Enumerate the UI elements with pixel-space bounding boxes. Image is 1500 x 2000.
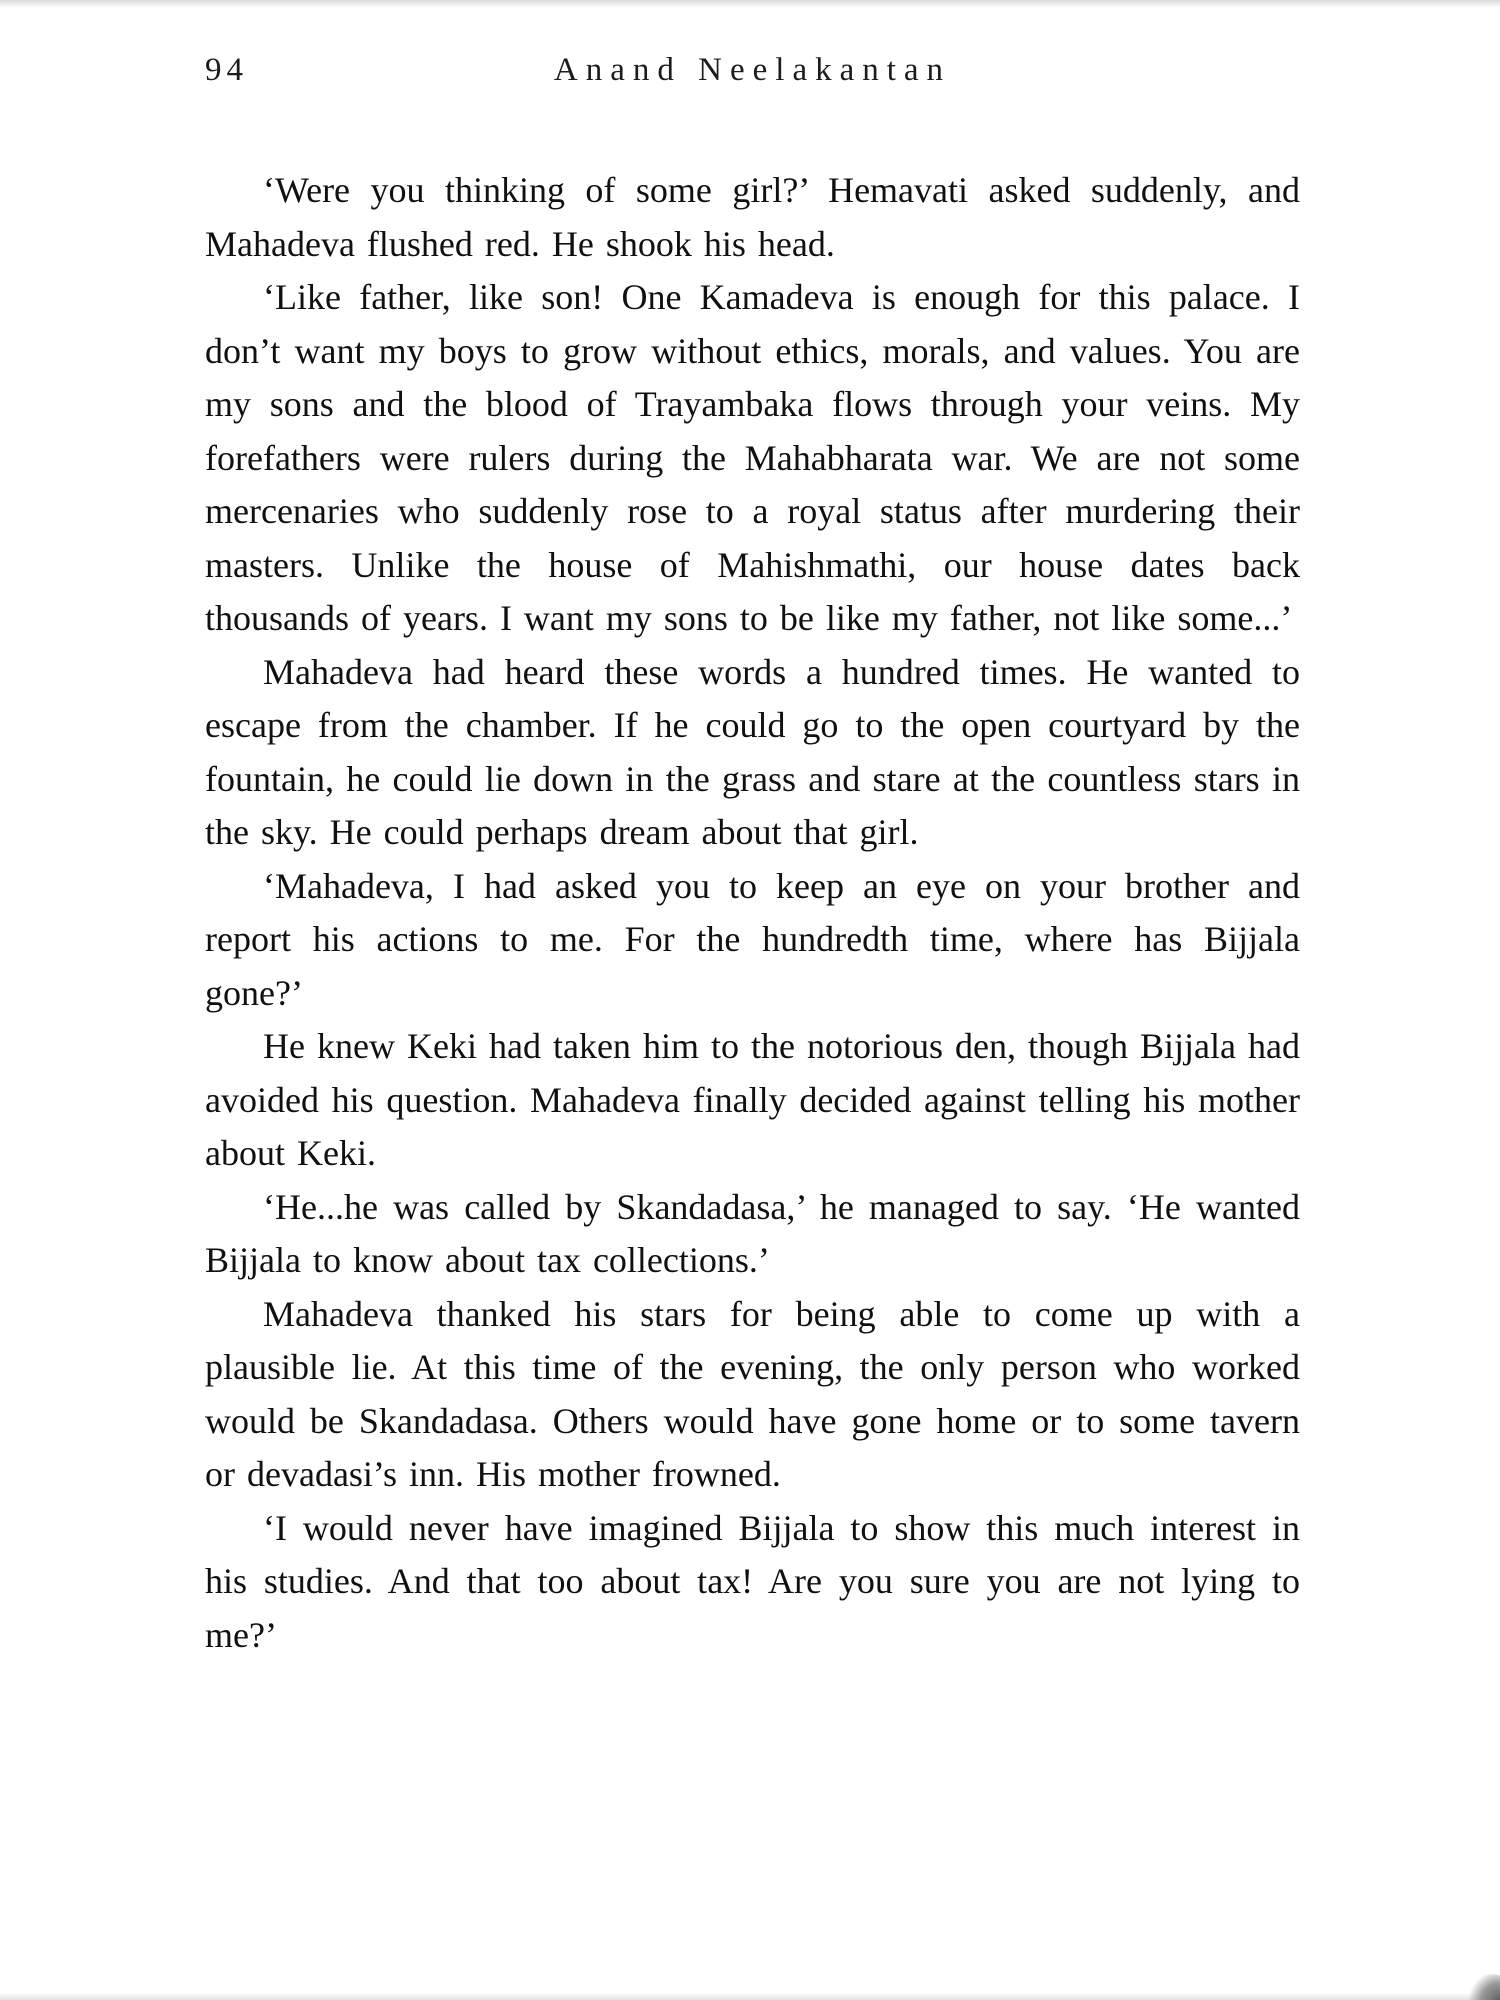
page-body: [205, 164, 1300, 1662]
scan-artifact-bottom: [0, 1993, 1500, 2000]
paragraph: ‘Were you thinking of some girl?’ Hemavati asked suddenly, and Mahadeva flushed red. He shook his head.: [205, 170, 1300, 264]
paragraph: Mahadeva thanked his stars for being able to come up with a plausible lie. At this time of the evening, the only person who worked would be Skandadasa. Others would have gone home or to some tavern or devadasi’s inn. His mother frowned.: [205, 1293, 1300, 1494]
page-header: [205, 52, 1300, 98]
scan-artifact-top: [0, 0, 1500, 8]
paragraph: ‘I would never have imagined Bijjala to show this much interest in his studies. And that too about tax! Are you sure you are not lying to me?’: [205, 1507, 1300, 1655]
scan-smudge-corner: [1468, 1974, 1500, 2000]
paragraph: ‘He...he was called by Skandadasa,’ he managed to say. ‘He wanted Bijjala to know about tax collections.’: [205, 1186, 1300, 1280]
page-number: 94: [205, 52, 248, 88]
paragraph: Mahadeva had heard these words a hundred times. He wanted to escape from the chamber. If he could go to the open courtyard by the fountain, he could lie down in the grass and stare at the countless stars in the sky. He could perhaps dream about that girl.: [205, 651, 1300, 852]
paragraph: ‘Like father, like son! One Kamadeva is enough for this palace. I don’t want my boys to grow without ethics, morals, and values. You are my sons and the blood of Trayambaka flows through your veins. My forefathers were rulers during the Mahabharata war. We are not some mercenaries who suddenly rose to a royal status after murdering their masters. Unlike the house of Mahishmathi, our house dates back thousands of years. I want my sons to be like my father, not like some...’: [205, 277, 1300, 638]
paragraph: He knew Keki had taken him to the notorious den, though Bijjala had avoided his question. Mahadeva finally decided against telling his mother about Keki.: [205, 1026, 1300, 1173]
paragraph: ‘Mahadeva, I had asked you to keep an eye on your brother and report his actions to me. For the hundredth time, where has Bijjala gone?’: [205, 865, 1300, 1013]
running-header-title: Anand Neelakantan: [553, 52, 952, 88]
